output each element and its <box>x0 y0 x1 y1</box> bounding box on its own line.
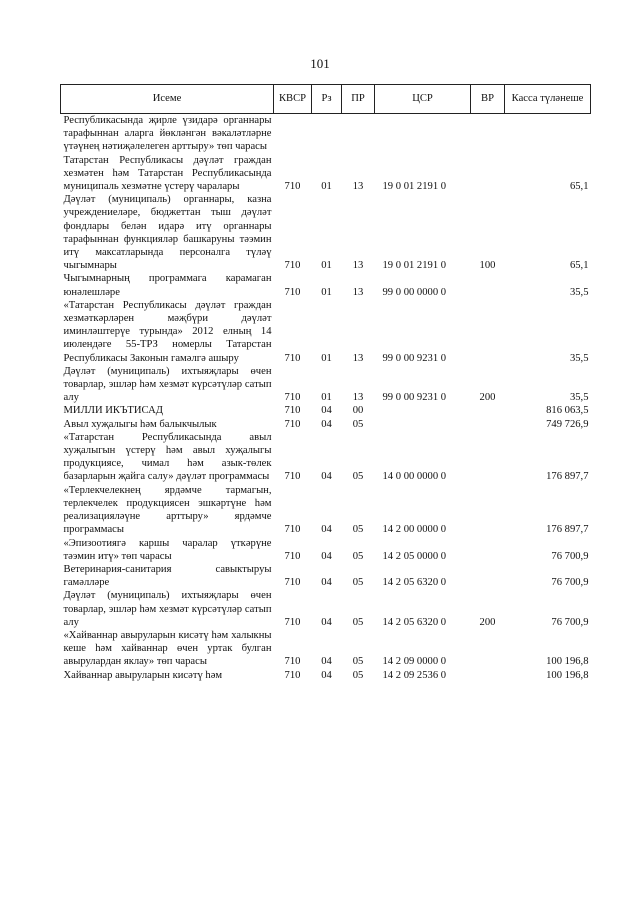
cell-rz <box>312 114 342 154</box>
table-row <box>61 589 591 629</box>
cell-name: «Хайваннар авыруларын кисәтү һәм халыкны кеше һәм хайваннар өчен уртак булган авырулардан яклау» төп чарасы <box>63 629 272 668</box>
cell-rz: 04 <box>321 418 332 430</box>
cell-pr: 13 <box>352 392 364 404</box>
header-rz: Рз <box>312 85 342 114</box>
cell-kvsr: 710 <box>284 471 301 483</box>
header-name: Исеме <box>61 85 274 114</box>
cell-csr: 99 0 00 0000 0 <box>382 286 447 298</box>
cell-kvsr: 710 <box>284 286 301 298</box>
table-row <box>61 299 591 365</box>
cell-rz: 04 <box>321 550 332 562</box>
cell-rz: 01 <box>321 286 332 298</box>
cell-csr: 99 0 00 9231 0 <box>382 352 447 364</box>
cell-vr <box>471 114 505 154</box>
cell-sum <box>505 114 591 154</box>
cell-rz: 01 <box>321 392 332 404</box>
cell-sum: 176 897,7 <box>546 471 589 483</box>
cell-pr: 05 <box>352 656 364 668</box>
cell-pr: 00 <box>352 405 364 417</box>
cell-vr <box>471 563 505 589</box>
cell-pr: 05 <box>352 471 364 483</box>
table-row <box>61 431 591 484</box>
cell-pr: 05 <box>352 418 364 430</box>
cell-pr: 13 <box>352 352 364 364</box>
cell-rz: 04 <box>321 669 332 681</box>
table-row <box>61 365 591 405</box>
cell-rz: 04 <box>321 616 332 628</box>
cell-pr: 05 <box>352 577 364 589</box>
cell-csr: 19 0 01 2191 0 <box>382 181 447 193</box>
cell-sum: 100 196,8 <box>546 656 589 668</box>
cell-kvsr: 710 <box>284 550 301 562</box>
cell-kvsr: 710 <box>284 577 301 589</box>
cell-rz: 01 <box>321 260 332 272</box>
cell-sum: 816 063,5 <box>546 405 589 417</box>
cell-pr: 05 <box>352 524 364 536</box>
cell-sum: 176 897,7 <box>546 524 589 536</box>
cell-vr <box>471 272 505 298</box>
cell-name: Татарстан Республикасы дәүләт граждан хезмәтен һәм Татарстан Республикасында муниципаль хезмәтне үстерү чаралары <box>63 154 272 193</box>
cell-kvsr: 710 <box>284 656 301 668</box>
cell-kvsr: 710 <box>284 181 301 193</box>
table-row <box>61 114 591 154</box>
cell-rz: 04 <box>321 656 332 668</box>
cell-sum: 76 700,9 <box>551 616 589 628</box>
header-pr: ПР <box>342 85 375 114</box>
table-row <box>61 629 591 669</box>
cell-name: Авыл хуҗалыгы һәм балыкчылык <box>63 418 217 430</box>
table-body <box>61 114 591 682</box>
table-row <box>61 484 591 537</box>
cell-vr: 200 <box>479 616 496 628</box>
cell-kvsr: 710 <box>284 392 301 404</box>
cell-csr <box>375 114 471 154</box>
cell-csr: 14 0 00 0000 0 <box>382 471 447 483</box>
cell-csr: 14 2 09 2536 0 <box>382 669 447 681</box>
cell-vr <box>471 154 505 194</box>
cell-pr: 05 <box>352 616 364 628</box>
cell-sum: 35,5 <box>569 352 589 364</box>
cell-rz: 04 <box>321 405 332 417</box>
cell-vr <box>471 299 505 365</box>
cell-vr <box>471 629 505 669</box>
cell-name: Дәүләт (муниципаль) ихтыяҗлары өчен товарлар, эшләр һәм хезмәт күрсәтүләр сатып алу <box>63 590 272 628</box>
table-row <box>61 404 591 417</box>
cell-pr: 13 <box>352 260 364 272</box>
cell-csr <box>375 404 471 417</box>
budget-table <box>60 84 591 682</box>
cell-rz: 04 <box>321 577 332 589</box>
cell-name: Дәүләт (муниципаль) ихтыяҗлары өчен товарлар, эшләр һәм хезмәт күрсәтүләр сатып алу <box>63 365 272 404</box>
cell-sum: 35,5 <box>569 392 589 404</box>
cell-csr <box>375 418 471 431</box>
cell-csr: 14 2 05 6320 0 <box>382 616 447 628</box>
cell-sum: 35,5 <box>569 286 589 298</box>
table-row <box>61 272 591 298</box>
header-vr: ВР <box>471 85 505 114</box>
cell-rz: 04 <box>321 471 332 483</box>
cell-kvsr: 710 <box>284 524 301 536</box>
cell-sum: 65,1 <box>569 260 589 272</box>
header-kvsr: КВСР <box>274 85 312 114</box>
cell-kvsr: 710 <box>284 405 301 417</box>
cell-kvsr: 710 <box>284 260 301 272</box>
page-number: 101 <box>310 56 330 71</box>
cell-kvsr: 710 <box>284 352 301 364</box>
cell-name: «Татарстан Республикасында авыл хуҗалыгын үстерү һәм авыл хуҗалыгы продукциясе, чимал һәм азык-төлек базарларын җайга салу» дәүләт программасы <box>63 431 272 483</box>
table-row <box>61 193 591 272</box>
table-row <box>61 418 591 431</box>
cell-csr: 14 2 00 0000 0 <box>382 524 447 536</box>
cell-sum: 76 700,9 <box>551 577 589 589</box>
cell-vr: 200 <box>479 392 496 404</box>
cell-name: «Эпизоотиягә каршы чаралар үткәрүне тәэмин итү» төп чарасы <box>63 537 272 562</box>
cell-csr: 19 0 01 2191 0 <box>382 260 447 272</box>
header-csr: ЦСР <box>375 85 471 114</box>
cell-csr: 14 2 05 0000 0 <box>382 550 447 562</box>
cell-pr: 13 <box>352 181 364 193</box>
table-row <box>61 563 591 589</box>
cell-vr <box>471 669 505 682</box>
cell-name: «Терлекчелекнең ярдәмче тармагын, терлекчелек продукциясен эшкәртүне һәм реализацияләүне арттыру» ярдәмче программасы <box>63 484 272 536</box>
cell-sum: 65,1 <box>569 181 589 193</box>
cell-sum: 76 700,9 <box>551 550 589 562</box>
cell-vr: 100 <box>479 260 496 272</box>
cell-rz: 01 <box>321 181 332 193</box>
cell-name: Ветеринария-санитария савыктыруы гамәлләре <box>63 563 272 589</box>
cell-name: Чыгымнарның программага карамаган юнәлешләре <box>63 273 272 298</box>
cell-kvsr: 710 <box>284 418 301 430</box>
cell-pr: 05 <box>352 550 364 562</box>
cell-vr <box>471 431 505 484</box>
cell-name: Хайваннар авыруларын кисәтү һәм <box>63 669 223 681</box>
cell-name: Дәүләт (муниципаль) органнары, казна учреждениеләре, бюджеттан тыш дәүләт фондлары белән идарә итү органнары тарафыннан функцияләр башкаруны тәэмин итү максатларында персоналга түләү чыгымнары <box>63 194 272 272</box>
cell-sum: 100 196,8 <box>546 669 589 681</box>
table-row <box>61 669 591 682</box>
cell-kvsr: 710 <box>284 669 301 681</box>
cell-name: МИЛЛИ ИКЪТИСАД <box>63 405 163 417</box>
cell-csr: 14 2 09 0000 0 <box>382 656 447 668</box>
cell-kvsr: 710 <box>284 616 301 628</box>
cell-pr <box>342 114 375 154</box>
cell-kvsr <box>274 114 312 154</box>
cell-vr <box>471 404 505 417</box>
cell-name: Республикасында җирле үзидарә органнары тарафыннан аларга йөкләнгән вәкаләтләрне үтәүнең нәтиҗәлелеген арттыру» төп чарасы <box>63 115 272 153</box>
header-sum: Касса түләнеше <box>505 85 591 114</box>
cell-vr <box>471 484 505 537</box>
cell-csr: 14 2 05 6320 0 <box>382 577 447 589</box>
cell-csr: 99 0 00 9231 0 <box>382 392 447 404</box>
cell-vr <box>471 418 505 431</box>
cell-sum: 749 726,9 <box>546 418 589 430</box>
cell-rz: 01 <box>321 352 332 364</box>
cell-pr: 13 <box>352 286 364 298</box>
table-row <box>61 154 591 194</box>
table-header-row <box>61 85 591 114</box>
cell-pr: 05 <box>352 669 364 681</box>
table-row <box>61 537 591 563</box>
cell-vr <box>471 537 505 563</box>
cell-rz: 04 <box>321 524 332 536</box>
cell-name: «Татарстан Республикасы дәүләт граждан хезмәткәрләрен мәҗбүри дәүләт иминләштерүе турында» 2012 елның 14 июлендәге 55-ТРЗ номерлы Татарстан Республикасы Законын гамәлгә ашыру <box>63 299 272 364</box>
